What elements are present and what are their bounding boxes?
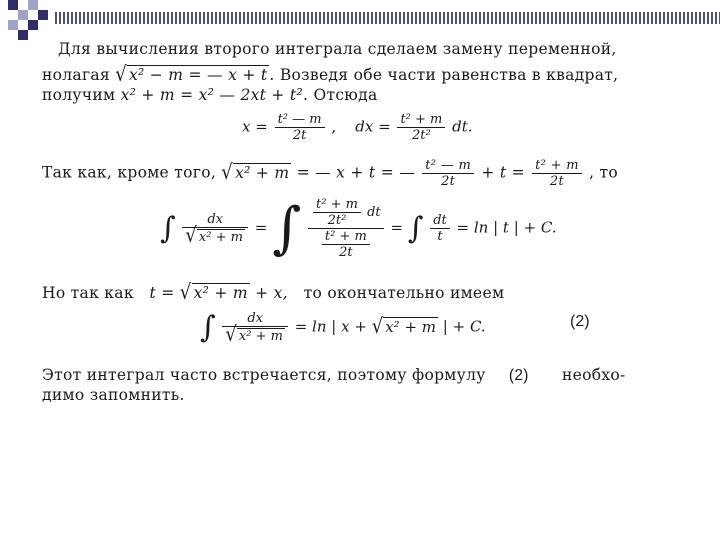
fraction: $\frac{dx}{\text{√ x² + m}}$	[222, 311, 288, 344]
equation-number: (2)	[570, 313, 590, 330]
math-expr: x =	[242, 117, 268, 136]
math-expr: + x,	[255, 284, 288, 302]
text-span: получим	[42, 86, 116, 104]
math-expr: = ln	[294, 317, 327, 336]
deco-square	[8, 20, 18, 30]
text-span: Так как, кроме того,	[42, 163, 217, 182]
text-span: необхо-	[561, 366, 626, 384]
abs-bar: |	[442, 317, 448, 336]
deco-square	[18, 30, 28, 40]
math-expr: x² − m = — x + t	[129, 66, 268, 84]
fraction: $\frac{\text{t² + m}}{\text{2t²}}$	[397, 112, 445, 143]
text-line-5	[42, 282, 504, 303]
deco-square	[18, 10, 28, 20]
equals: =	[390, 218, 404, 237]
text-line-2	[42, 64, 618, 85]
equation-reference: (2)	[508, 367, 529, 384]
text-span: , то	[589, 163, 619, 182]
sqrt-expression: √ x² + m	[371, 313, 437, 339]
decorative-header	[0, 0, 720, 40]
deco-square	[28, 0, 38, 10]
deco-square	[28, 20, 38, 30]
text-line-3	[42, 86, 377, 104]
math-expr: = ln | t | + C.	[456, 218, 557, 237]
equals: =	[254, 218, 268, 237]
fraction: $\frac{dt}{t}$	[430, 213, 450, 244]
equation-1	[242, 112, 473, 143]
sqrt-expression: √ x² + m	[221, 159, 290, 185]
math-expr: x +	[341, 317, 367, 336]
integral-sign: ∫	[272, 196, 302, 261]
fraction: $\frac{\text{t² — m}}{2t}$	[422, 158, 474, 189]
text-span: . Возведя обе части равенства в квадрат,	[269, 66, 619, 84]
integral-sign: ∫	[407, 211, 424, 246]
text-line-1: Для вычисления второго интеграла сделаем замену переменной,	[58, 40, 617, 58]
separator: ,	[331, 117, 337, 136]
equation-3	[200, 310, 486, 345]
equation-2	[160, 196, 557, 261]
text-line-6	[42, 366, 626, 385]
deco-square	[38, 10, 48, 20]
text-span: Но так как	[42, 284, 134, 302]
text-line-7: димо запомнить.	[42, 386, 185, 404]
integral-sign: ∫	[200, 310, 216, 345]
deco-square	[8, 0, 18, 10]
integral-sign: ∫	[160, 211, 176, 246]
math-expr: + C.	[452, 317, 486, 336]
math-expr: t =	[149, 284, 175, 302]
fraction: $\frac{dx}{\text{√ x² + m}}$	[182, 212, 248, 245]
text-span: Этот интеграл часто встречается, поэтому формулу	[42, 366, 486, 384]
math-expr: x² + m = x² — 2xt + t²	[120, 86, 303, 104]
math-expr: + t =	[481, 163, 525, 182]
sqrt-expression: √ x² + m	[179, 280, 248, 305]
fraction: $\frac{\text{t² + m}}{2t}$	[532, 158, 582, 189]
text-line-4	[42, 158, 618, 189]
abs-bar: |	[331, 317, 337, 336]
text-span: . Отсюда	[302, 86, 378, 104]
text-span: нолагая	[42, 66, 110, 84]
deco-bar	[55, 12, 720, 24]
sqrt-expression: √ x² − m = — x + t	[115, 62, 268, 87]
text-span: то окончательно имеем	[303, 284, 505, 302]
math-expr: dx =	[355, 117, 391, 136]
math-expr: dt.	[452, 117, 473, 136]
math-expr: = — x + t = —	[296, 163, 416, 182]
fraction: $\frac{\text{t² — m}}{2t}$	[275, 112, 325, 143]
compound-fraction: $\frac{\text{t² + m}}{\text{2t²}}$ dt $\frac{\text{t² + m}}{2t}$	[308, 197, 384, 260]
